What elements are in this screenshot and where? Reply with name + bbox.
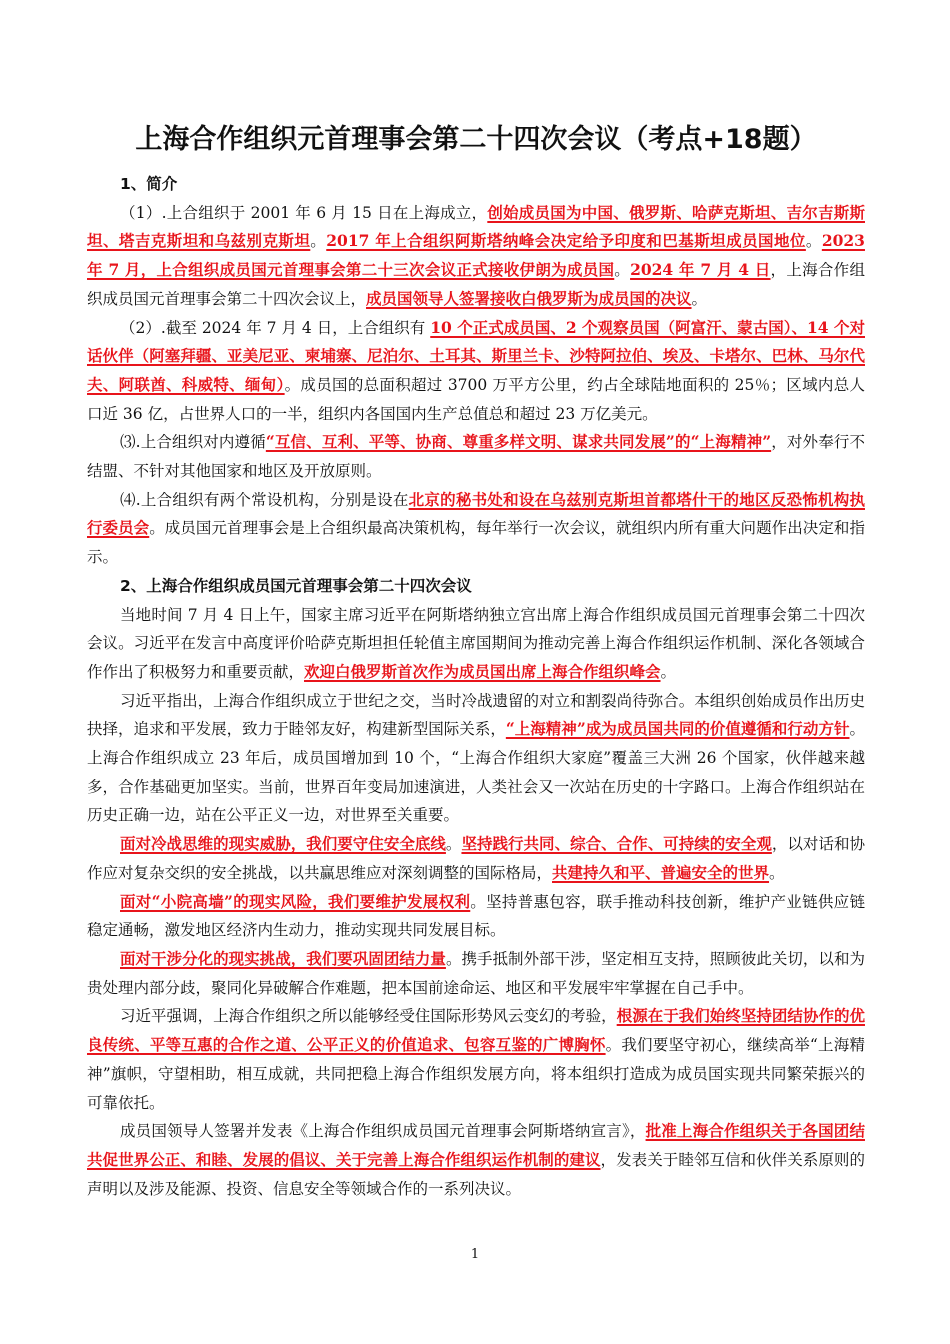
paragraph: [87, 687, 865, 831]
paragraph: [87, 314, 865, 429]
key-point-highlight: “互信、互利、平等、协商、尊重多样文明、谋求共同发展”的“上海精神”: [265, 432, 772, 452]
key-point-highlight: 2017 年上合组织阿斯塔纳峰会决定给予印度和巴基斯坦成员国地位: [326, 231, 806, 251]
section-heading: 1、简介: [120, 175, 178, 193]
paragraph: [87, 486, 865, 572]
body-text: 。携手抵制外部干涉，坚定相互支持，照顾彼此关切，以和为贵处理内部分歧，聚同化异破解合作难题，把本国前途命运、地区和平发展牢牢掌握在自己手中。: [87, 949, 865, 997]
key-point-highlight: 共建持久和平、普遍安全的世界: [552, 862, 770, 882]
paragraph: [87, 428, 865, 485]
body-text: ，以对话和协作应对复杂交织的安全挑战，以共赢思维应对深刻调整的国际格局，: [87, 835, 865, 882]
key-point-highlight: 创始成员国为中国、俄罗斯、哈萨克斯坦、吉尔吉斯斯坦、塔吉克斯坦和乌兹别克斯坦: [87, 202, 865, 251]
document-body: [87, 170, 865, 1203]
body-text: （2）.截至 2024 年 7 月 4 日，上合组织有: [120, 318, 431, 337]
key-point-highlight: 10 个正式成员国、2 个观察员国（阿富汗、蒙古国）、14 个对话伙伴（阿塞拜疆、亚美尼亚、柬埔寨、尼泊尔、土耳其、斯里兰卡、沙特阿拉伯、埃及、卡塔尔、巴林、马尔代夫、阿联酋、科威特、缅甸）: [87, 317, 865, 394]
document-page: [87, 118, 865, 1203]
body-text: 。: [691, 289, 708, 308]
document-title: 上海合作组织元首理事会第二十四次会议（考点+18题）: [135, 124, 817, 155]
key-point-highlight: 2023 年 7 月，上合组织成员国元首理事会第二十三次会议正式接收伊朗为成员国: [87, 231, 865, 280]
body-text: （1）.上合组织于 2001 年 6 月 15 日在上海成立，: [120, 203, 488, 222]
key-point-highlight: 成员国领导人签署接收白俄罗斯为成员国的决议: [366, 288, 692, 308]
key-point-highlight: 根源在于我们始终坚持团结协作的优良传统、平等互惠的合作之道、公平正义的价值追求、包容互鉴的广博胸怀: [87, 1006, 865, 1055]
paragraph: [87, 1117, 865, 1203]
paragraph: [87, 945, 865, 1002]
paragraph: [87, 601, 865, 687]
key-point-highlight: 面对干涉分化的现实挑战，我们要巩固团结力量: [120, 948, 446, 968]
key-point-highlight: 2024 年 7 月 4 日: [630, 260, 771, 280]
body-text: ，发表关于睦邻互信和伙伴关系原则的声明以及涉及能源、投资、信息安全等领域合作的一系列决议。: [87, 1150, 865, 1198]
body-text: 当地时间 7 月 4 日上午，国家主席习近平在阿斯塔纳独立宫出席上海合作组织成员国元首理事会第二十四次会议。习近平在发言中高度评价哈萨克斯坦担任轮值主席国期间为推动完善上海合作组织运作机制、深化各领域合作作出了积极努力和重要贡献，: [87, 605, 865, 681]
body-text: 。成员国的总面积超过 3700 万平方公里，约占全球陆地面积的 25％；区域内总人口近 36 亿，占世界人口的一半，组织内各国国内生产总值总和超过 23 万亿美元。: [87, 375, 865, 423]
body-text: 。: [805, 232, 822, 251]
body-text: 。: [310, 232, 327, 251]
body-text: 。: [660, 662, 677, 681]
key-point-highlight: 批准上海合作组织关于各国团结共促世界公正、和睦、发展的倡议、关于完善上海合作组织运作机制的建议: [87, 1121, 865, 1169]
paragraph: [87, 1002, 865, 1117]
key-point-highlight: 面对冷战思维的现实威胁，我们要守住安全底线: [120, 834, 446, 854]
body-text: 。: [445, 835, 462, 854]
body-text: 。坚持普惠包容，联手推动科技创新，维护产业链供应链稳定通畅，激发地区经济内生动力，推动实现共同发展目标。: [87, 892, 865, 940]
body-text: 习近平强调，上海合作组织之所以能够经受住国际形势风云变幻的考验，: [120, 1007, 617, 1026]
section-heading: 2、上海合作组织成员国元首理事会第二十四次会议: [120, 576, 472, 595]
body-text: 习近平指出，上海合作组织成立于世纪之交，当时冷战遗留的对立和割裂尚待弥合。本组织创始成员作出历史抉择，追求和平发展，致力于睦邻友好，构建新型国际关系，: [87, 691, 865, 739]
body-text: 。: [769, 863, 785, 882]
body-text: ⑶.上合组织对内遵循: [120, 433, 266, 452]
paragraph: [87, 888, 865, 945]
body-text: 。上海合作组织成立 23 年后，成员国增加到 10 个，“上海合作组织大家庭”覆盖三大洲 26 个国家，伙伴越来越多，合作基础更加坚实。当前，世界百年变局加速演进，人类社会又一次站在历史的十字路口。上海合作组织站在历史正确一边，站在公平正义一边，对世界至关重要。: [87, 720, 865, 825]
body-text: ⑷.上合组织有两个常设机构，分别是设在: [120, 490, 409, 509]
body-text: 。成员国元首理事会是上合组织最高决策机构，每年举行一次会议，就组织内所有重大问题作出决定和指示。: [87, 519, 865, 567]
key-point-highlight: 面对“小院高墙”的现实风险，我们要维护发展权利: [120, 891, 471, 911]
body-text: ，对外奉行不结盟、不针对其他国家和地区及开放原则。: [87, 433, 865, 481]
key-point-highlight: 欢迎白俄罗斯首次作为成员国出席上海合作组织峰会: [304, 661, 661, 681]
key-point-highlight: 北京的秘书处和设在乌兹别克斯坦首都塔什干的地区反恐怖机构执行委员会: [87, 489, 865, 538]
paragraph: [87, 830, 865, 887]
paragraph: [87, 199, 865, 314]
body-text: 。: [614, 261, 631, 280]
key-point-highlight: “上海精神”成为成员国共同的价值遵循和行动方针: [505, 719, 850, 739]
body-text: ，上海合作组织成员国元首理事会第二十四次会议上，: [87, 261, 865, 308]
body-text: 成员国领导人签署并发表《上海合作组织成员国元首理事会阿斯塔纳宣言》，: [120, 1122, 646, 1141]
key-point-highlight: 坚持践行共同、综合、合作、可持续的安全观: [461, 834, 772, 854]
body-text: 。我们要坚守初心，继续高举“上海精神”旗帜，守望相助，相互成就，共同把稳上海合作组织发展方向，将本组织打造成为成员国实现共同繁荣振兴的可靠依托。: [87, 1036, 865, 1112]
page-number: 1: [470, 1247, 480, 1262]
